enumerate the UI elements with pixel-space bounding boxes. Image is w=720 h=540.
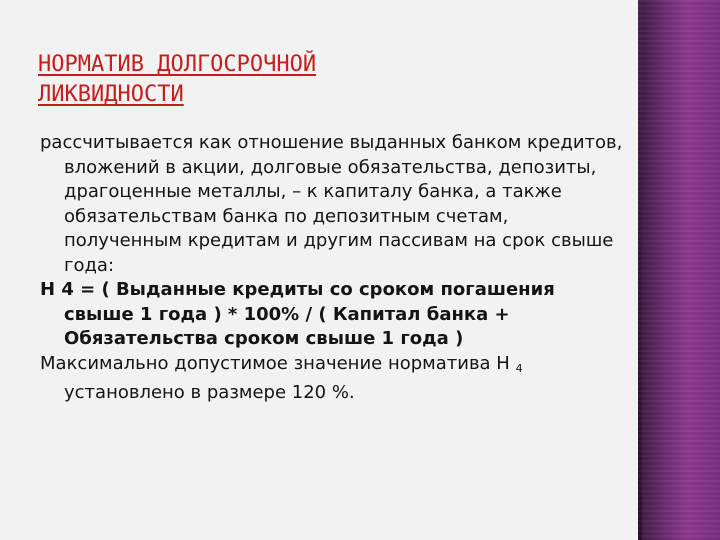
limit-subscript: 4	[515, 361, 523, 375]
limit-paragraph	[40, 352, 630, 406]
slide-body	[40, 131, 630, 406]
limit-text-prefix: Максимально допустимое значение норматива Н	[40, 352, 510, 374]
formula-paragraph: Н 4 = ( Выданные кредиты со сроком погашения свыше 1 года ) * 100% / ( Капитал банка + Обязательства сроком свыше 1 года )	[40, 279, 555, 349]
definition-paragraph: рассчитывается как отношение выданных банком кредитов, вложений в акции, долговые обязательства, депозиты, драгоценные металлы, – к капиталу банка, а также обязательствам банка по депозитным счетам, полученным кредитам и другим пассивам на срок свыше года:	[40, 132, 623, 276]
slide-title: НОРМАТИВ ДОЛГОСРОЧНОЙ ЛИКВИДНОСТИ	[38, 52, 317, 107]
limit-text-suffix: установлено в размере 120 %.	[64, 382, 355, 403]
decorative-side-bar	[638, 0, 720, 540]
